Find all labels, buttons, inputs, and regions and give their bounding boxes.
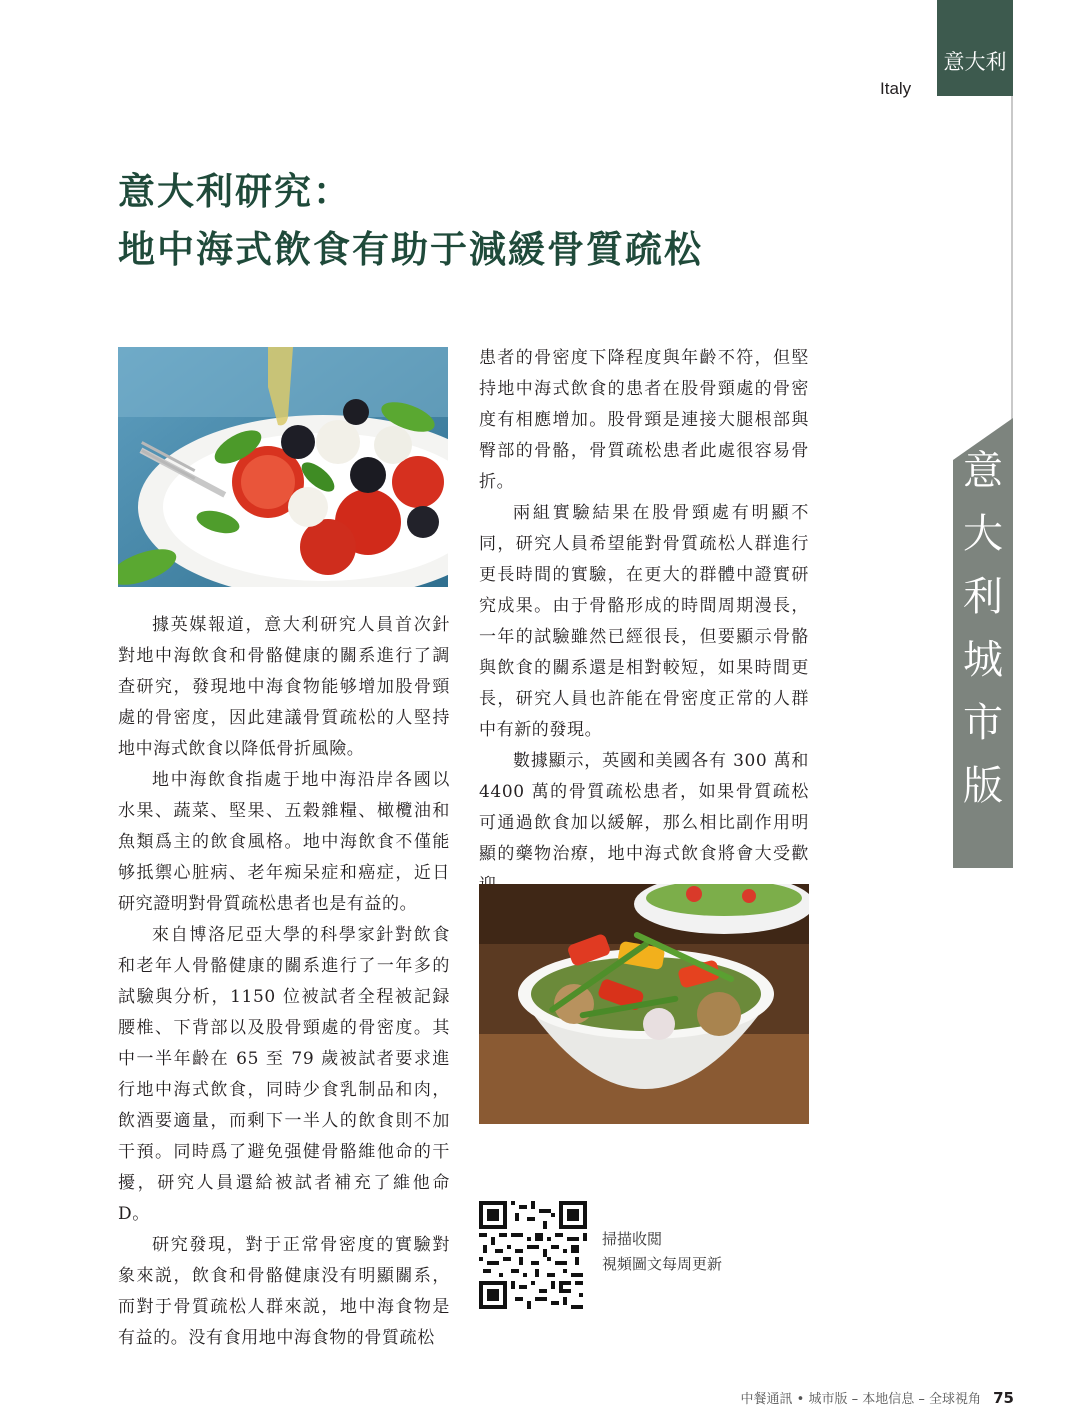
- paragraph: 研究發現，對于正常骨密度的實驗對象來説，飲食和骨骼健康没有明顯關系，而對于骨質疏松人群來説，地中海食物是有益的。没有食用地中海食物的骨質疏松: [118, 1235, 450, 1348]
- side-banner-char: 市: [963, 700, 1003, 746]
- paragraph: 兩組實驗結果在股骨頸處有明顯不同，研究人員希望能對骨質疏松人群進行更長時間的實驗，在更大的群體中證實研究成果。由于骨骼形成的時間周期漫長，一年的試驗雖然已經很長，但要顯示骨骼與飲食的關系還是相對較短，如果時間更長，研究人員也許能在骨密度正常的人群中有新的發現。: [479, 503, 809, 740]
- side-banner-char: 意: [963, 448, 1003, 494]
- qr-caption: [602, 1227, 722, 1277]
- country-english-label: Italy: [880, 79, 912, 98]
- side-banner-char: 城: [963, 637, 1003, 683]
- side-banner-char: 版: [963, 763, 1003, 809]
- margin-rule: [1011, 96, 1013, 420]
- page-footer: [741, 1388, 1014, 1407]
- paragraph: 地中海飲食指處于地中海沿岸各國以水果、蔬菜、堅果、五穀雜糧、橄欖油和魚類爲主的飲食風格。地中海飲食不僅能够抵禦心脏病、老年痴呆症和癌症，近日研究證明對骨質疏松患者也是有益的。: [118, 770, 450, 914]
- country-tab-label: 意大利: [943, 50, 1007, 74]
- salad-photo: [118, 347, 448, 587]
- vegetable-bowl-photo: [479, 884, 809, 1124]
- article-left-column: [118, 610, 450, 1354]
- title-line-2: 地中海式飲食有助于減緩骨質疏松: [118, 227, 703, 271]
- footer-text: 中餐通訊 • 城市版 – 本地信息 – 全球視角: [740, 1392, 981, 1407]
- title-line-1: 意大利研究：: [118, 169, 352, 213]
- country-tab: [937, 0, 1013, 96]
- qr-caption-line: 視頻圖文每周更新: [602, 1255, 723, 1273]
- side-banner-char: 利: [963, 574, 1003, 620]
- page-number: 75: [993, 1389, 1014, 1407]
- qr-code[interactable]: [479, 1201, 587, 1309]
- paragraph: 數據顯示，英國和美國各有 300 萬和 4400 萬的骨質疏松患者，如果骨質疏松可通過飲食加以緩解，那么相比副作用明顯的藥物治療，地中海式飲食將會大受歡: [479, 751, 809, 864]
- side-banner: [953, 440, 1013, 818]
- article-right-column: [479, 343, 809, 901]
- qr-caption-line: 掃描收閲: [602, 1230, 663, 1248]
- paragraph: 來自博洛尼亞大學的科學家針對飲食和老年人骨骼健康的關系進行了一年多的試驗與分析，1150 位被試者全程被記録腰椎、下背部以及股骨頸處的骨密度。其中一半年齡在 65 至 79 歲被試者要求進行地中海式飲食，同時少食乳制品和肉，飲酒要適量，而剩下一半人的飲食則不加干預。同時爲了避免强健骨骼維他命的干擾，研究人員還給被試者補充了維他命 D。: [118, 925, 450, 1224]
- article-title: [118, 162, 703, 278]
- side-banner-char: 大: [963, 511, 1003, 557]
- paragraph: 據英媒報道，意大利研究人員首次針對地中海飲食和骨骼健康的關系進行了調查研究，發現地中海食物能够增加股骨頸處的骨密度，因此建議骨質疏松的人堅持地中海式飲食以降低骨折風險。: [118, 615, 450, 759]
- paragraph: 患者的骨密度下降程度與年齡不符，但堅持地中海式飲食的患者在股骨頸處的骨密度有相應增加。股骨頸是連接大腿根部與臀部的骨骼，骨質疏松患者此處很容易骨折。: [479, 348, 809, 492]
